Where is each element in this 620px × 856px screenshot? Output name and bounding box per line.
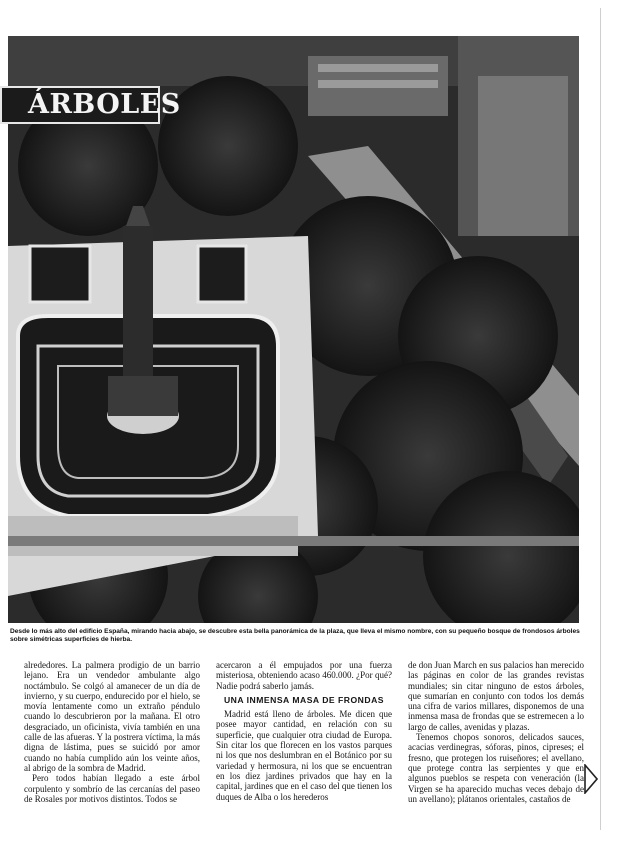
article-column-2: [216, 660, 392, 802]
article-column-1: [24, 660, 200, 804]
section-title: ÁRBOLES: [28, 89, 181, 120]
article-body: [24, 660, 584, 836]
subheading: UNA INMENSA MASA DE FRONDAS: [223, 694, 385, 705]
plaza-illustration: [8, 36, 579, 623]
paragraph: de don Juan March en sus palacios han merecido las páginas en color de las grandes revistas mundiales; sin citar ninguno de estos árboles, que sumarían en conjunto con todos los demás una cifra de varios millares, disponemos de una inmensa masa de frondas que se estremecen a lo largo de calles, avenidas y plazas.: [408, 660, 584, 732]
paragraph: alrededores. La palmera prodigio de un barrio lejano. Era un vendedor ambulante algo noctámbulo. Se colgó al amanecer de un día de invierno, y su cuerpo, endurecido por el hielo, se movía lentamente como un extraño péndulo cuando lo descubrieron por la mañana. El otro desgraciado, un oficinista, vivía también en una calle de las afueras. Y la postrera víctima, la más digna de lástima, pues se suicidó por amor cuando no había cumplido aún los veinte años, al abrigo de la sombra de Madrid.: [24, 660, 200, 773]
page-edge-rule: [600, 8, 601, 830]
section-title-box: [0, 86, 181, 124]
photo-caption: Desde lo más alto del edificio España, mirando hacia abajo, se descubre esta bella panorámica de la plaza, que lleva el mismo nombre, con su pequeño bosque de frondosos árboles sobre simétricas superficies de hierba.: [10, 628, 580, 643]
aerial-plaza-photo: [8, 36, 579, 623]
paragraph: Pero todos habían llegado a este árbol corpulento y sombrío de las cercanías del paseo de Rosales por motivos distintos. Todos se: [24, 773, 200, 804]
paragraph: acercaron a él empujados por una fuerza misteriosa, obteniendo acaso 460.000. ¿Por qué? Nadie podrá saberlo jamás.: [216, 660, 392, 691]
continue-arrow-icon: [584, 764, 598, 794]
paragraph: Tenemos chopos sonoros, delicados sauces, acacias verdinegras, sóforas, pinos, cipreses; el fresno, que protegen los ruiseñores; el avellano, que protege contra las serpientes y que en algunos pueblos se respeta con veneración (la Virgen se ha aparecido muchas veces debajo de un avellano); plátanos orientales, castaños de: [408, 732, 584, 804]
article-column-3: [408, 660, 584, 804]
paragraph: Madrid está lleno de árboles. Me dicen que posee mayor cantidad, en relación con su superficie, que cualquier otra ciudad de Europa. Sin citar los que florecen en los vastos parques ni los que nos deslumbran en el Botánico por su variedad y hermosura, ni los que se encuentran en los diez jardines privados que hay en la capital, jardines que en el caso del que tienen los duques de Alba o los herederos: [216, 709, 392, 802]
